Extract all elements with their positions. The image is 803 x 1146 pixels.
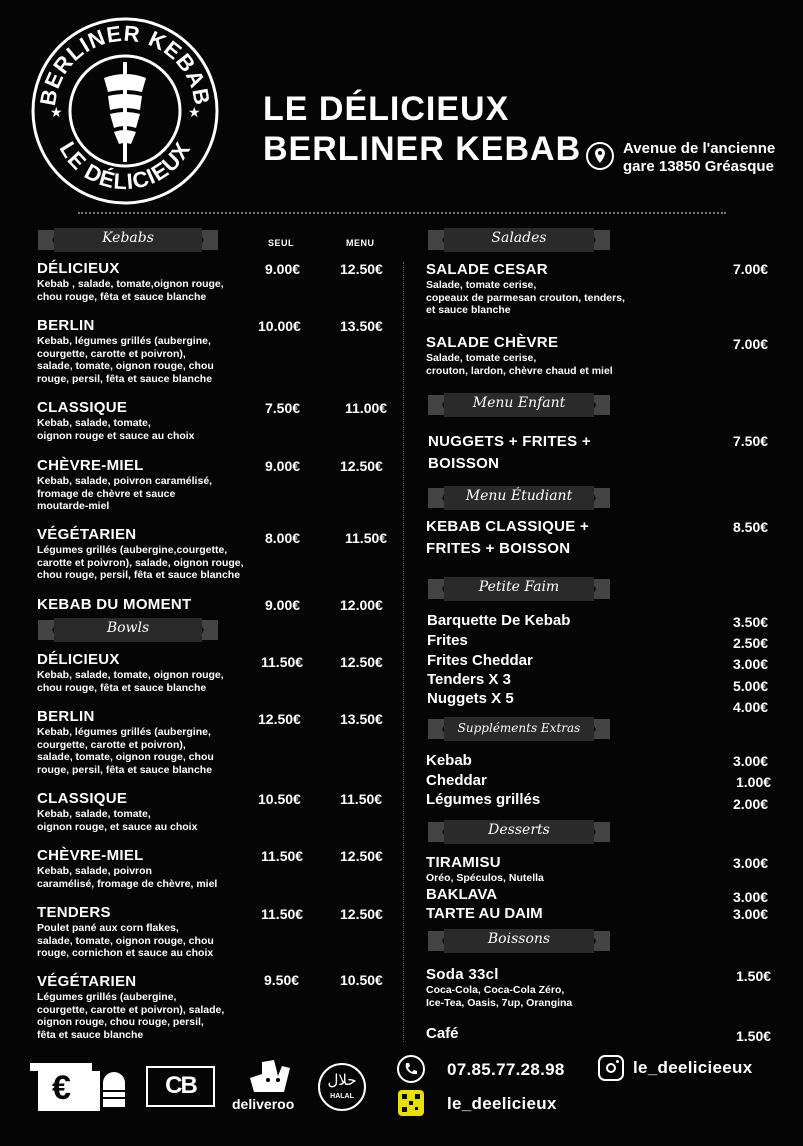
cb-text: CB xyxy=(165,1072,196,1099)
price: 5.00€ xyxy=(733,678,769,694)
price-seul: 10.00€ xyxy=(258,318,301,334)
restaurant-title-line2: BERLINER KEBAB xyxy=(263,130,582,168)
banner-boissons xyxy=(428,927,610,955)
address: Avenue de l'ancienne gare 13850 Gréasque xyxy=(623,140,776,175)
section-title-desserts: Desserts xyxy=(488,822,550,838)
menu-item: KEBAB CLASSIQUE + FRITES + BOISSON xyxy=(426,518,590,557)
instagram-handle[interactable]: le_deelicieeux xyxy=(633,1058,753,1077)
menu-item: CLASSIQUE Kebab, salade, tomate, oignon rouge, et sauce au choix xyxy=(37,790,198,833)
instagram-icon xyxy=(598,1055,624,1081)
section-title-supplements: Suppléments Extras xyxy=(457,721,581,735)
menu-item: Nuggets X 5 xyxy=(427,690,514,707)
price-seul: 9.00€ xyxy=(265,597,301,613)
menu-item: TIRAMISU Oréo, Spéculos, Nutella xyxy=(426,854,544,884)
phone-icon xyxy=(397,1055,425,1083)
halal-icon xyxy=(318,1063,366,1111)
price-menu: 11.50€ xyxy=(340,791,383,807)
svg-text:★: ★ xyxy=(188,105,201,121)
menu-item: BERLIN Kebab, légumes grillés (aubergine, courgette, carotte et poivron), salade, tomate, oignon rouge, chou rouge, persil, fêta et sauce blanche xyxy=(37,708,214,776)
price-seul: 8.00€ xyxy=(265,530,301,546)
snapchat-handle[interactable]: le_deelicieux xyxy=(447,1094,557,1113)
column-header-seul: SEUL xyxy=(268,238,295,248)
price-seul: 10.50€ xyxy=(258,791,301,807)
menu-item: Légumes grillés xyxy=(426,791,541,808)
menu-item: Frites Cheddar xyxy=(427,652,533,669)
halal-text: HALAL xyxy=(330,1093,354,1100)
price-seul: 11.50€ xyxy=(261,654,304,670)
price-menu: 13.50€ xyxy=(340,711,383,727)
svg-text:★: ★ xyxy=(50,105,63,121)
menu-item: TENDERS Poulet pané aux corn flakes, salade, tomate, oignon rouge, chou rouge, cornichon et sauce au choix xyxy=(37,904,214,959)
location-pin-icon xyxy=(586,142,614,170)
svg-text:LE DÉLICIEUX: LE DÉLICIEUX xyxy=(54,137,196,195)
banner-menu-etudiant xyxy=(428,484,610,512)
price-menu: 12.00€ xyxy=(340,597,383,613)
section-title-kebabs: Kebabs xyxy=(102,230,154,246)
menu-item: DÉLICIEUX Kebab , salade, tomate,oignon rouge, chou rouge, fêta et sauce blanche xyxy=(37,260,224,303)
menu-item: KEBAB DU MOMENT xyxy=(37,596,192,613)
menu-item: Tenders X 3 xyxy=(427,671,511,688)
price: 7.00€ xyxy=(733,261,769,277)
menu-item: Barquette De Kebab xyxy=(427,612,571,629)
section-title-petite-faim: Petite Faim xyxy=(478,579,560,595)
menu-item: CHÈVRE-MIEL Kebab, salade, poivron caramélisé, fromage de chèvre et sauce moutarde-miel xyxy=(37,457,213,512)
price-menu: 12.50€ xyxy=(340,654,383,670)
price: 3.00€ xyxy=(733,889,769,905)
price-seul: 7.50€ xyxy=(265,400,301,416)
menu-item: BERLIN Kebab, légumes grillés (aubergine, courgette, carotte et poivron), salade, tomate, oignon rouge, chou rouge, persil, fêta et sauce blanche xyxy=(37,317,214,385)
section-title-menu-enfant: Menu Enfant xyxy=(472,395,566,411)
price-seul: 11.50€ xyxy=(261,906,304,922)
menu-item: TARTE AU DAIM xyxy=(426,905,543,922)
logo-seal xyxy=(30,16,220,206)
price-seul: 9.00€ xyxy=(265,261,301,277)
menu-item: Frites xyxy=(427,632,468,649)
price: 3.00€ xyxy=(733,906,769,922)
snapchat-qr-icon xyxy=(398,1090,424,1116)
menu-item: Café xyxy=(426,1025,459,1042)
header-divider xyxy=(78,212,726,214)
price: 3.00€ xyxy=(733,656,769,672)
banner-supplements xyxy=(428,715,610,743)
menu-item: NUGGETS + FRITES + BOISSON xyxy=(428,433,591,472)
price: 1.50€ xyxy=(736,1028,772,1044)
price: 2.00€ xyxy=(733,796,769,812)
price-menu: 12.50€ xyxy=(340,906,383,922)
section-title-bowls: Bowls xyxy=(106,620,150,636)
cash-payment-icon xyxy=(30,1063,130,1115)
price: 7.50€ xyxy=(733,433,769,449)
price: 2.50€ xyxy=(733,635,769,651)
section-title-salades: Salades xyxy=(491,230,547,246)
price: 8.50€ xyxy=(733,519,769,535)
banner-menu-enfant xyxy=(428,391,610,419)
price: 7.00€ xyxy=(733,336,769,352)
price-seul: 12.50€ xyxy=(258,711,301,727)
price-menu: 12.50€ xyxy=(340,848,383,864)
banner-desserts xyxy=(428,818,610,846)
column-header-menu: MENU xyxy=(346,238,375,248)
menu-item: BAKLAVA xyxy=(426,886,498,903)
banner-petite-faim xyxy=(428,575,610,603)
price-menu: 12.50€ xyxy=(340,261,383,277)
menu-item: Kebab xyxy=(426,752,472,769)
cb-card-icon xyxy=(146,1066,215,1107)
menu-item: Soda 33cl Coca-Cola, Coca-Cola Zéro, Ice-Tea, Oasis, 7up, Orangina xyxy=(426,966,573,1009)
column-divider xyxy=(403,262,404,1042)
deliveroo-icon xyxy=(232,1060,302,1115)
menu-item: VÉGÉTARIEN Légumes grillés (aubergine, courgette, carotte et poivron), salade, oignon rouge, chou rouge, persil, fêta et sauce blanche xyxy=(37,973,225,1041)
section-title-menu-etudiant: Menu Étudiant xyxy=(465,488,573,504)
phone-number[interactable]: 07.85.77.28.98 xyxy=(447,1060,565,1079)
section-title-boissons: Boissons xyxy=(487,931,551,947)
price-menu: 12.50€ xyxy=(340,458,383,474)
menu-item: SALADE CESAR Salade, tomate cerise, copeaux de parmesan crouton, tenders, et sauce blanche xyxy=(426,261,625,316)
price-menu: 13.50€ xyxy=(340,318,383,334)
price: 1.00€ xyxy=(736,774,772,790)
price: 3.00€ xyxy=(733,855,769,871)
price: 3.00€ xyxy=(733,753,769,769)
price-menu: 11.00€ xyxy=(345,400,388,416)
price: 4.00€ xyxy=(733,699,769,715)
menu-item: SALADE CHÈVRE Salade, tomate cerise, crouton, lardon, chèvre chaud et miel xyxy=(426,334,613,377)
svg-text:BERLINER KEBAB: BERLINER KEBAB xyxy=(34,20,216,108)
banner-kebabs xyxy=(38,226,218,254)
menu-item: CHÈVRE-MIEL Kebab, salade, poivron caramélisé, fromage de chèvre, miel xyxy=(37,847,218,890)
price-seul: 9.00€ xyxy=(265,458,301,474)
banner-bowls xyxy=(38,616,218,644)
price-menu: 10.50€ xyxy=(340,972,383,988)
menu-item: VÉGÉTARIEN Légumes grillés (aubergine,courgette, carotte et poivron), salade, oignon rouge, chou rouge, persil, fêta et sauce blanche xyxy=(37,526,244,581)
restaurant-title-line1: LE DÉLICIEUX xyxy=(263,90,510,128)
price: 1.50€ xyxy=(736,968,772,984)
price-seul: 9.50€ xyxy=(264,972,300,988)
menu-item: DÉLICIEUX Kebab, salade, tomate, oignon rouge, chou rouge, fêta et sauce blanche xyxy=(37,651,224,694)
menu-item: Cheddar xyxy=(426,772,487,789)
deliveroo-text: deliveroo xyxy=(232,1096,295,1112)
banner-salades xyxy=(428,226,610,254)
price-menu: 11.50€ xyxy=(345,530,388,546)
menu-item: CLASSIQUE Kebab, salade, tomate, oignon rouge et sauce au choix xyxy=(37,399,195,442)
price: 3.50€ xyxy=(733,614,769,630)
halal-arabic: حلال xyxy=(327,1071,357,1089)
euro-symbol: € xyxy=(52,1069,71,1107)
price-seul: 11.50€ xyxy=(261,848,304,864)
